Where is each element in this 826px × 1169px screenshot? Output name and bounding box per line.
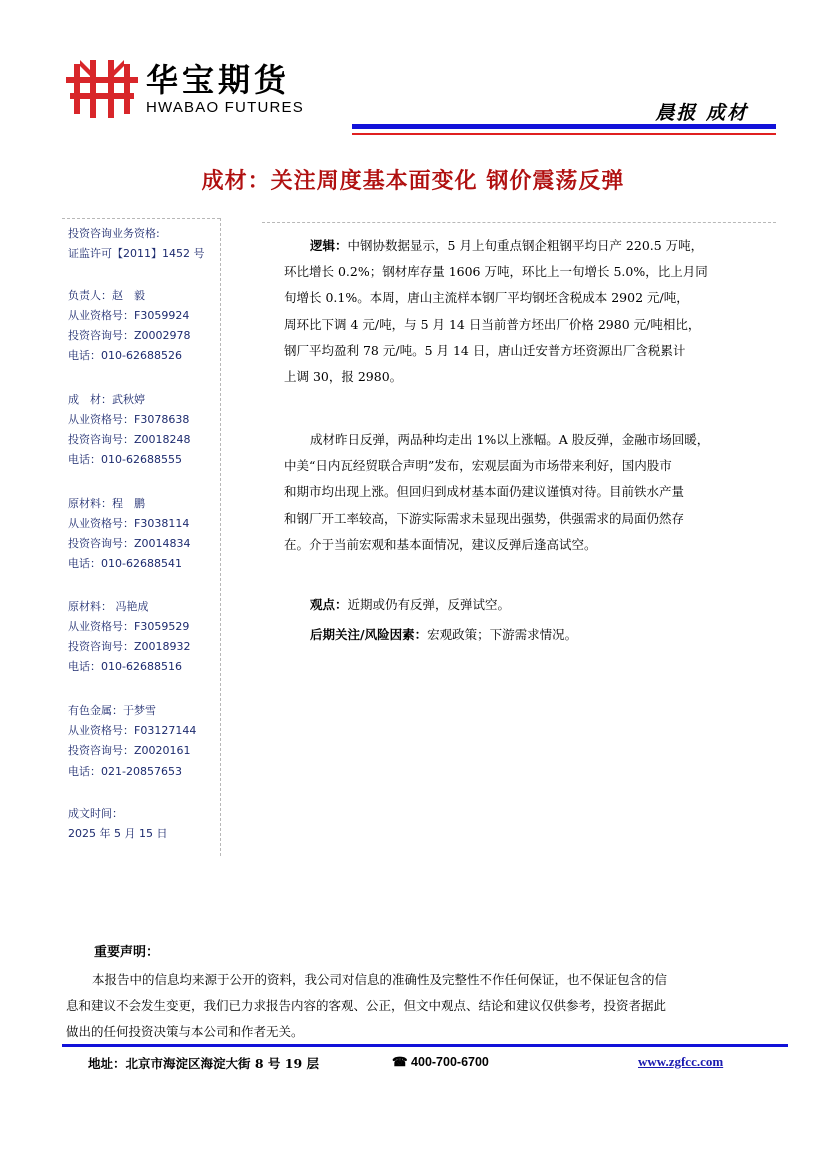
disclaimer-line: 息和建议不会发生变更，我们已力求报告内容的客观、公正，但文中观点、结论和建议仅供参考，投资者据此 xyxy=(66,998,667,1013)
footer-rule xyxy=(62,1044,788,1047)
contact-name: 成 材：武秋婷 xyxy=(68,393,145,406)
paragraph-line: 钢厂平均盈利 78 元/吨。5 月 14 日，唐山迁安普方坯资源出厂含税累计 xyxy=(284,342,686,358)
qualification-value: 证监许可【2011】1452 号 xyxy=(68,247,205,260)
date-value: 2025 年 5 月 15 日 xyxy=(68,827,168,840)
paragraph-line: 和期市均出现上涨。但回归到成材基本面仍建议谨慎对待。目前铁水产量 xyxy=(284,484,685,500)
risk-paragraph xyxy=(284,622,774,648)
paragraph-line: 周环比下调 4 元/吨，与 5 月 14 日当前普方坯出厂价格 2980 元/吨相比， xyxy=(284,316,701,332)
contact-name: 负责人：赵 毅 xyxy=(68,289,145,302)
contact-phone: 电话：010-62688526 xyxy=(68,349,182,362)
contact-name: 原材料：程 鹏 xyxy=(68,497,145,510)
market-paragraph xyxy=(284,427,774,558)
disclaimer-line: 做出的任何投资决策与本公司和作者无关。 xyxy=(66,1024,304,1039)
contact-advisory: 投资咨询号：Z0002978 xyxy=(68,329,191,342)
contact-cert: 从业资格号：F3038114 xyxy=(68,517,190,530)
hwabao-logo-mark-icon xyxy=(66,60,138,118)
sidebar-divider-right xyxy=(220,218,221,856)
contact-advisory: 投资咨询号：Z0014834 xyxy=(68,537,191,550)
view-label: 观点： xyxy=(310,597,348,612)
view-paragraph xyxy=(284,592,774,618)
contact-phone: 电话：010-62688541 xyxy=(68,557,182,570)
paragraph-line: 成材昨日反弹，两品种均走出 1%以上涨幅。A 股反弹，金融市场回暖， xyxy=(310,432,710,447)
report-title: 成材：关注周度基本面变化 钢价震荡反弹 xyxy=(201,169,625,194)
disclaimer-title: 重要声明： xyxy=(94,945,160,960)
content-divider-top xyxy=(262,222,776,223)
contact-advisory: 投资咨询号：Z0018932 xyxy=(68,640,191,653)
paragraph-line: 环比增长 0.2%；钢材库存量 1606 万吨，环比上一旬增长 5.0%，比上月同 xyxy=(284,264,708,280)
qualification-label: 投资咨询业务资格: xyxy=(68,227,160,240)
footer-phone: ☎ 400-700-6700 xyxy=(392,1055,489,1069)
report-type: 晨报 成材 xyxy=(655,102,748,124)
contact-phone: 电话：010-62688516 xyxy=(68,660,182,673)
paragraph-line: 上调 30，报 2980。 xyxy=(284,369,403,385)
contact-advisory: 投资咨询号：Z0020161 xyxy=(68,744,191,757)
header-rule-red xyxy=(352,133,776,135)
paragraph-line: 中钢协数据显示，5 月上旬重点钢企粗钢平均日产 220.5 万吨， xyxy=(347,238,704,253)
risk-text: 宏观政策；下游需求情况。 xyxy=(427,627,578,642)
header-rule-blue xyxy=(352,124,776,129)
risk-label: 后期关注/风险因素： xyxy=(310,627,428,642)
brand-name-cn: 华宝期货 xyxy=(146,61,291,99)
contact-cert: 从业资格号：F3059924 xyxy=(68,309,190,322)
paragraph-line: 中美“日内瓦经贸联合声明”发布，宏观层面为市场带来利好，国内股市 xyxy=(284,458,672,474)
logic-label: 逻辑： xyxy=(310,238,348,253)
contact-advisory: 投资咨询号：Z0018248 xyxy=(68,433,191,446)
disclaimer-line: 本报告中的信息均来源于公开的资料，我公司对信息的准确性及完整性不作任何保证，也不保证包含的信 xyxy=(92,972,668,987)
contact-cert: 从业资格号：F3078638 xyxy=(68,413,190,426)
contact-cert: 从业资格号：F03127144 xyxy=(68,724,197,737)
footer-address: 地址：北京市海淀区海淀大街 8 号 19 层 xyxy=(88,1056,320,1071)
logic-paragraph xyxy=(284,233,774,390)
contact-phone: 电话：010-62688555 xyxy=(68,453,182,466)
date-label: 成文时间： xyxy=(68,807,123,820)
paragraph-line: 在。介于当前宏观和基本面情况，建议反弹后逢高试空。 xyxy=(284,536,597,552)
sidebar-divider-top xyxy=(62,218,220,219)
contact-name: 有色金属：于梦雪 xyxy=(68,704,156,717)
footer-website-link[interactable]: www.zgfcc.com xyxy=(638,1054,724,1069)
view-text: 近期或仍有反弹，反弹试空。 xyxy=(347,597,511,612)
brand-name-en: HWABAO FUTURES xyxy=(146,99,304,116)
contact-phone: 电话：021-20857653 xyxy=(68,765,182,778)
paragraph-line: 和钢厂开工率较高，下游实际需求未显现出强势，供强需求的局面仍然存 xyxy=(284,510,685,526)
contact-cert: 从业资格号：F3059529 xyxy=(68,620,190,633)
contact-name: 原材料： 冯艳成 xyxy=(68,600,149,613)
paragraph-line: 旬增长 0.1%。本周，唐山主流样本钢厂平均钢坯含税成本 2902 元/吨， xyxy=(284,290,689,306)
